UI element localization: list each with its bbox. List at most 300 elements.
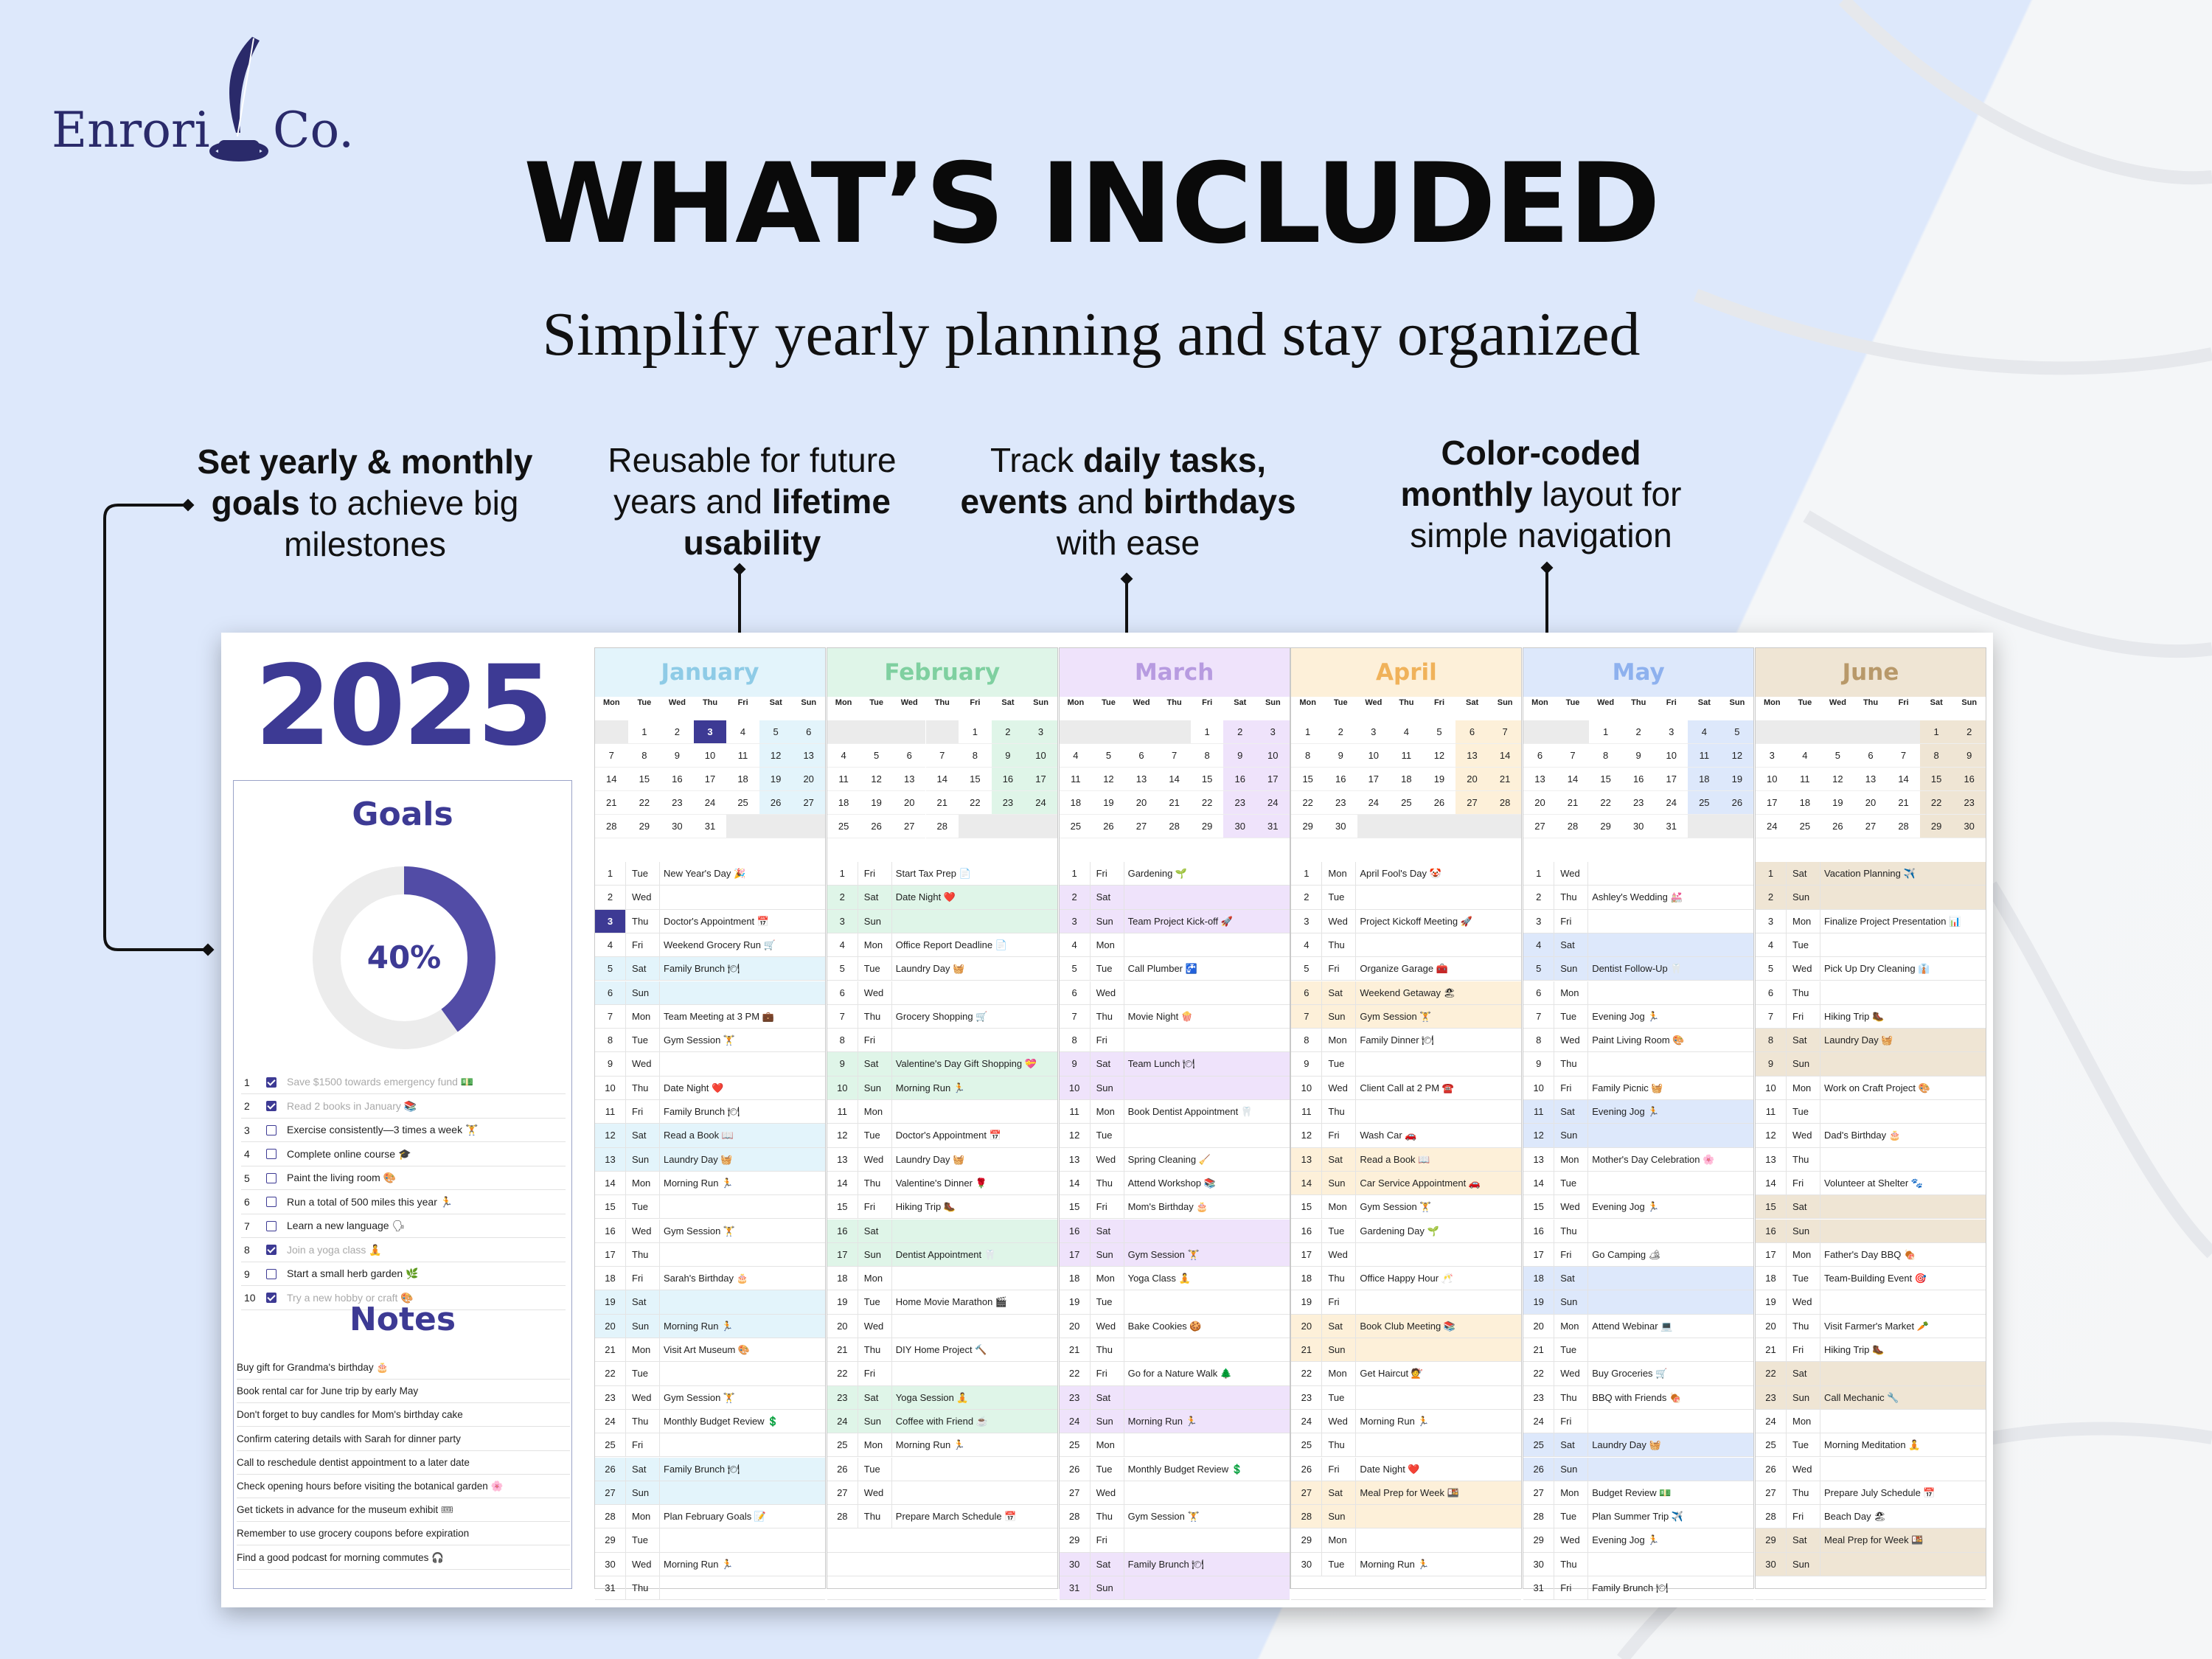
calendar-day[interactable]: 5: [1423, 720, 1456, 744]
day-row[interactable]: [1060, 1267, 1290, 1290]
calendar-day[interactable]: 18: [1060, 791, 1093, 815]
day-row[interactable]: [595, 1362, 825, 1385]
goal-checkbox[interactable]: [266, 1245, 276, 1255]
day-event[interactable]: Client Call at 2 PM ☎️: [1360, 1082, 1454, 1093]
calendar-day[interactable]: 20: [1455, 768, 1489, 791]
day-row[interactable]: [1523, 1148, 1753, 1172]
day-row[interactable]: [1060, 1553, 1290, 1576]
calendar-day[interactable]: 28: [926, 815, 959, 838]
calendar-day[interactable]: 31: [694, 815, 727, 838]
day-row[interactable]: [595, 1386, 825, 1410]
day-event[interactable]: Yoga Class 🧘: [1127, 1273, 1191, 1284]
day-row[interactable]: [1291, 1528, 1521, 1552]
day-row[interactable]: [1060, 1029, 1290, 1052]
calendar-day[interactable]: 1: [1920, 720, 1953, 744]
day-row[interactable]: [827, 1315, 1057, 1338]
calendar-day[interactable]: 10: [1357, 744, 1391, 768]
day-event[interactable]: Paint Living Room 🎨: [1592, 1034, 1685, 1046]
day-row[interactable]: [1060, 910, 1290, 933]
day-row[interactable]: [1523, 957, 1753, 981]
day-event[interactable]: Bake Cookies 🍪: [1127, 1320, 1202, 1332]
calendar-day[interactable]: 7: [1489, 720, 1522, 744]
day-row[interactable]: [595, 1077, 825, 1100]
day-event[interactable]: Valentine's Day Gift Shopping 💝: [895, 1058, 1037, 1070]
day-row[interactable]: [1523, 1267, 1753, 1290]
day-row[interactable]: [1060, 1576, 1290, 1600]
day-event[interactable]: Evening Jog 🏃: [1592, 1534, 1660, 1546]
day-row[interactable]: [1756, 1052, 1986, 1076]
day-row[interactable]: [595, 1029, 825, 1052]
day-event[interactable]: Spring Cleaning 🧹: [1127, 1153, 1211, 1165]
day-event[interactable]: Budget Review 💵: [1592, 1486, 1672, 1498]
calendar-day[interactable]: 17: [1024, 768, 1057, 791]
calendar-day[interactable]: 19: [1092, 791, 1125, 815]
day-row[interactable]: [595, 1528, 825, 1552]
day-row[interactable]: [1756, 1172, 1986, 1195]
day-row[interactable]: [1060, 1195, 1290, 1219]
day-event[interactable]: Book Dentist Appointment 🦷: [1127, 1106, 1253, 1117]
day-event[interactable]: Pick Up Dry Cleaning 👔: [1824, 963, 1930, 975]
calendar-day[interactable]: 11: [827, 768, 860, 791]
calendar-day[interactable]: 27: [893, 815, 926, 838]
day-event[interactable]: Morning Run 🏃: [1360, 1415, 1430, 1427]
day-event[interactable]: Read a Book 📖: [1360, 1153, 1430, 1165]
day-row[interactable]: [1756, 1077, 1986, 1100]
day-row[interactable]: [1523, 1458, 1753, 1481]
day-row[interactable]: [595, 1195, 825, 1219]
day-row[interactable]: [1060, 1052, 1290, 1076]
day-row[interactable]: [1523, 981, 1753, 1005]
day-row[interactable]: [827, 1005, 1057, 1029]
day-row[interactable]: [1291, 1005, 1521, 1029]
calendar-day[interactable]: 5: [1721, 720, 1754, 744]
day-event[interactable]: New Year's Day 🎉: [664, 868, 746, 879]
calendar-day[interactable]: 7: [926, 744, 959, 768]
day-row[interactable]: [1060, 1433, 1290, 1457]
calendar-day[interactable]: 31: [1256, 815, 1290, 838]
calendar-day[interactable]: 9: [1223, 744, 1256, 768]
calendar-day[interactable]: 10: [1256, 744, 1290, 768]
calendar-day[interactable]: 20: [1523, 791, 1557, 815]
day-event[interactable]: Gym Session 🏋: [1360, 1010, 1432, 1022]
day-event[interactable]: Weekend Grocery Run 🛒: [664, 939, 776, 950]
day-event[interactable]: Office Report Deadline 📄: [895, 939, 1007, 950]
day-row[interactable]: [1523, 1290, 1753, 1314]
day-row[interactable]: [827, 1458, 1057, 1481]
day-row[interactable]: [827, 957, 1057, 981]
day-row[interactable]: [595, 1505, 825, 1528]
day-event[interactable]: Laundry Day 🧺: [664, 1153, 733, 1165]
day-event[interactable]: Work on Craft Project 🎨: [1824, 1082, 1930, 1093]
day-row[interactable]: [1756, 1528, 1986, 1552]
calendar-day[interactable]: 27: [1854, 815, 1888, 838]
day-row[interactable]: [1523, 1386, 1753, 1410]
day-row[interactable]: [595, 1553, 825, 1576]
calendar-day[interactable]: 8: [1920, 744, 1953, 768]
day-row[interactable]: [1523, 1553, 1753, 1576]
calendar-day[interactable]: 10: [694, 744, 727, 768]
day-row[interactable]: [1523, 862, 1753, 886]
calendar-day[interactable]: 19: [1821, 791, 1854, 815]
day-event[interactable]: Laundry Day 🧺: [895, 963, 965, 975]
day-row[interactable]: [1291, 981, 1521, 1005]
calendar-day[interactable]: 14: [926, 768, 959, 791]
day-event[interactable]: BBQ with Friends 🍖: [1592, 1391, 1682, 1403]
day-row[interactable]: [1756, 1124, 1986, 1147]
calendar-day[interactable]: 13: [1455, 744, 1489, 768]
calendar-day[interactable]: 16: [661, 768, 694, 791]
calendar-day[interactable]: 21: [1557, 791, 1590, 815]
calendar-day[interactable]: 2: [1223, 720, 1256, 744]
calendar-day[interactable]: 26: [1092, 815, 1125, 838]
day-row[interactable]: [1523, 933, 1753, 957]
calendar-day[interactable]: 19: [860, 791, 893, 815]
calendar-day[interactable]: 12: [759, 744, 793, 768]
day-event[interactable]: Morning Run 🏃: [664, 1177, 734, 1189]
day-row[interactable]: [1291, 1077, 1521, 1100]
day-event[interactable]: Morning Meditation 🧘: [1824, 1439, 1921, 1451]
goal-checkbox[interactable]: [266, 1125, 276, 1135]
day-row[interactable]: [1523, 1124, 1753, 1147]
calendar-day[interactable]: 15: [1291, 768, 1324, 791]
day-row[interactable]: [1756, 1148, 1986, 1172]
calendar-day[interactable]: 6: [1455, 720, 1489, 744]
day-event[interactable]: Ashley's Wedding 💒: [1592, 891, 1683, 903]
day-event[interactable]: Doctor's Appointment 📅: [664, 915, 769, 927]
day-event[interactable]: Get Haircut 💇: [1360, 1368, 1423, 1380]
calendar-day[interactable]: 23: [1622, 791, 1655, 815]
day-row[interactable]: [827, 1148, 1057, 1172]
calendar-day[interactable]: 6: [1523, 744, 1557, 768]
day-row[interactable]: [1291, 957, 1521, 981]
day-row[interactable]: [595, 957, 825, 981]
day-event[interactable]: Family Brunch 🍽: [664, 963, 740, 975]
calendar-day[interactable]: 26: [1423, 791, 1456, 815]
day-event[interactable]: Mom's Birthday 🎂: [1127, 1201, 1208, 1213]
day-row[interactable]: [827, 1338, 1057, 1362]
day-event[interactable]: Finalize Project Presentation 📊: [1824, 915, 1961, 927]
calendar-day[interactable]: 17: [694, 768, 727, 791]
calendar-day[interactable]: 10: [1024, 744, 1057, 768]
day-event[interactable]: Family Picnic 🧺: [1592, 1082, 1663, 1093]
calendar-day[interactable]: 1: [959, 720, 992, 744]
day-event[interactable]: Visit Farmer's Market 🥕: [1824, 1320, 1929, 1332]
calendar-day[interactable]: 29: [628, 815, 661, 838]
day-event[interactable]: Laundry Day 🧺: [895, 1153, 965, 1165]
day-row[interactable]: [595, 1315, 825, 1338]
day-event[interactable]: Family Dinner 🍽: [1360, 1034, 1434, 1046]
calendar-day[interactable]: 6: [1125, 744, 1158, 768]
day-row[interactable]: [1756, 1410, 1986, 1433]
calendar-day[interactable]: 1: [1191, 720, 1224, 744]
day-row[interactable]: [1523, 1172, 1753, 1195]
day-row[interactable]: [1756, 862, 1986, 886]
day-row[interactable]: [1291, 1481, 1521, 1505]
day-row[interactable]: [1756, 1195, 1986, 1219]
day-row[interactable]: [1756, 1386, 1986, 1410]
day-event[interactable]: Family Brunch 🍽: [1592, 1582, 1669, 1593]
day-row[interactable]: [1523, 1220, 1753, 1243]
calendar-day[interactable]: 27: [1523, 815, 1557, 838]
calendar-day[interactable]: 29: [1291, 815, 1324, 838]
day-event[interactable]: Gym Session 🏋: [1360, 1201, 1432, 1213]
day-event[interactable]: Morning Run 🏃: [1127, 1415, 1197, 1427]
day-row[interactable]: [595, 910, 825, 933]
calendar-day[interactable]: 28: [1557, 815, 1590, 838]
day-row[interactable]: [595, 1220, 825, 1243]
calendar-day[interactable]: 14: [1489, 744, 1522, 768]
day-row[interactable]: [827, 1267, 1057, 1290]
day-row[interactable]: [1060, 1220, 1290, 1243]
day-row[interactable]: [827, 1100, 1057, 1124]
day-row[interactable]: [1060, 1290, 1290, 1314]
day-row[interactable]: [1756, 1338, 1986, 1362]
calendar-day[interactable]: 8: [959, 744, 992, 768]
day-event[interactable]: DIY Home Project 🔨: [895, 1344, 987, 1355]
calendar-day[interactable]: 2: [1622, 720, 1655, 744]
calendar-day[interactable]: 17: [1655, 768, 1688, 791]
day-event[interactable]: Monthly Budget Review 💲: [1127, 1463, 1243, 1475]
day-row[interactable]: [1060, 1410, 1290, 1433]
calendar-day[interactable]: 17: [1357, 768, 1391, 791]
day-row[interactable]: [1291, 886, 1521, 909]
day-row[interactable]: [1291, 1029, 1521, 1052]
day-event[interactable]: Date Night ❤️: [664, 1082, 724, 1093]
calendar-day[interactable]: 11: [1390, 744, 1423, 768]
day-row[interactable]: [1523, 1243, 1753, 1267]
day-row[interactable]: [1060, 1338, 1290, 1362]
day-event[interactable]: Wash Car 🚗: [1360, 1130, 1417, 1141]
calendar-day[interactable]: 17: [1756, 791, 1789, 815]
day-row[interactable]: [1060, 1386, 1290, 1410]
day-event[interactable]: Read a Book 📖: [664, 1130, 734, 1141]
day-row[interactable]: [1060, 1148, 1290, 1172]
day-event[interactable]: Evening Jog 🏃: [1592, 1201, 1660, 1213]
calendar-day[interactable]: 20: [893, 791, 926, 815]
day-row[interactable]: [1523, 1433, 1753, 1457]
day-row[interactable]: [1291, 1290, 1521, 1314]
day-row[interactable]: [1060, 1077, 1290, 1100]
calendar-day[interactable]: 11: [1060, 768, 1093, 791]
calendar-day[interactable]: 24: [1756, 815, 1789, 838]
day-row[interactable]: [595, 1148, 825, 1172]
goal-checkbox[interactable]: [266, 1269, 276, 1279]
day-event[interactable]: Hiking Trip 🥾: [1824, 1010, 1885, 1022]
day-row[interactable]: [1756, 1220, 1986, 1243]
calendar-day[interactable]: 11: [1789, 768, 1822, 791]
day-event[interactable]: Team Lunch 🍽: [1127, 1058, 1195, 1070]
day-event[interactable]: Organize Garage 🧰: [1360, 963, 1448, 975]
day-row[interactable]: [1756, 1505, 1986, 1528]
day-row[interactable]: [827, 862, 1057, 886]
calendar-day[interactable]: 9: [1622, 744, 1655, 768]
day-row[interactable]: [827, 1410, 1057, 1433]
day-row[interactable]: [595, 886, 825, 909]
calendar-day[interactable]: 1: [628, 720, 661, 744]
day-row[interactable]: [827, 933, 1057, 957]
day-row[interactable]: [827, 1195, 1057, 1219]
day-event[interactable]: Car Service Appointment 🚗: [1360, 1177, 1481, 1189]
day-row[interactable]: [1523, 1052, 1753, 1076]
day-row[interactable]: [1291, 1100, 1521, 1124]
day-event[interactable]: Project Kickoff Meeting 🚀: [1360, 915, 1472, 927]
day-row[interactable]: [1523, 1362, 1753, 1385]
day-row[interactable]: [595, 1100, 825, 1124]
calendar-day[interactable]: 16: [992, 768, 1025, 791]
calendar-day[interactable]: 19: [1721, 768, 1754, 791]
calendar-day[interactable]: 28: [1489, 791, 1522, 815]
calendar-day[interactable]: 25: [1060, 815, 1093, 838]
calendar-day[interactable]: 4: [1390, 720, 1423, 744]
day-row[interactable]: [827, 1433, 1057, 1457]
calendar-day[interactable]: 26: [1821, 815, 1854, 838]
calendar-day[interactable]: 14: [1887, 768, 1920, 791]
day-row[interactable]: [595, 1433, 825, 1457]
day-event[interactable]: Hiking Trip 🥾: [895, 1201, 956, 1213]
day-row[interactable]: [1291, 1172, 1521, 1195]
day-row[interactable]: [1291, 1195, 1521, 1219]
calendar-day[interactable]: 3: [1756, 744, 1789, 768]
day-row[interactable]: [595, 1124, 825, 1147]
day-event[interactable]: Gardening Day 🌱: [1360, 1225, 1439, 1237]
calendar-day[interactable]: 24: [1024, 791, 1057, 815]
calendar-day[interactable]: 19: [1423, 768, 1456, 791]
day-row[interactable]: [1060, 1005, 1290, 1029]
day-event[interactable]: Meal Prep for Week 🍱: [1360, 1486, 1459, 1498]
day-row[interactable]: [1291, 1315, 1521, 1338]
day-event[interactable]: Plan February Goals 📝: [664, 1511, 767, 1523]
day-row[interactable]: [827, 1362, 1057, 1385]
calendar-day[interactable]: 30: [1952, 815, 1986, 838]
day-event[interactable]: Go for a Nature Walk 🌲: [1127, 1368, 1233, 1380]
calendar-day[interactable]: 5: [1821, 744, 1854, 768]
day-event[interactable]: Team Meeting at 3 PM 💼: [664, 1010, 774, 1022]
day-row[interactable]: [827, 886, 1057, 909]
goal-checkbox[interactable]: [266, 1221, 276, 1231]
day-event[interactable]: Gym Session 🏋: [664, 1391, 736, 1403]
day-event[interactable]: Buy Groceries 🛒: [1592, 1368, 1668, 1380]
day-row[interactable]: [595, 933, 825, 957]
day-event[interactable]: Start Tax Prep 📄: [895, 868, 971, 879]
calendar-day[interactable]: 4: [1688, 720, 1721, 744]
day-row[interactable]: [1291, 1410, 1521, 1433]
day-row[interactable]: [595, 1243, 825, 1267]
day-row[interactable]: [1291, 1338, 1521, 1362]
calendar-day[interactable]: 19: [759, 768, 793, 791]
day-event[interactable]: Home Movie Marathon 🎬: [895, 1296, 1008, 1308]
calendar-day[interactable]: 14: [595, 768, 628, 791]
goal-checkbox[interactable]: [266, 1173, 276, 1183]
day-event[interactable]: Hiking Trip 🥾: [1824, 1344, 1885, 1355]
day-row[interactable]: [1060, 981, 1290, 1005]
day-row[interactable]: [1756, 933, 1986, 957]
calendar-day[interactable]: 18: [827, 791, 860, 815]
day-row[interactable]: [1523, 1005, 1753, 1029]
calendar-day[interactable]: 16: [1324, 768, 1357, 791]
calendar-day[interactable]: 22: [1291, 791, 1324, 815]
calendar-day[interactable]: 29: [1920, 815, 1953, 838]
day-row[interactable]: [1756, 886, 1986, 909]
calendar-day[interactable]: 27: [1125, 815, 1158, 838]
day-event[interactable]: April Fool's Day 🤡: [1360, 868, 1441, 879]
day-row[interactable]: [1523, 1338, 1753, 1362]
day-row[interactable]: [595, 1052, 825, 1076]
calendar-day[interactable]: 3: [1655, 720, 1688, 744]
day-row[interactable]: [827, 981, 1057, 1005]
day-row[interactable]: [1756, 1100, 1986, 1124]
day-event[interactable]: Gym Session 🏋: [1127, 1511, 1200, 1523]
day-event[interactable]: Morning Run 🏃: [664, 1558, 734, 1570]
calendar-day[interactable]: 27: [792, 791, 825, 815]
day-event[interactable]: Morning Run 🏃: [895, 1439, 966, 1451]
day-row[interactable]: [1523, 886, 1753, 909]
day-event[interactable]: Yoga Session 🧘: [895, 1391, 969, 1403]
calendar-day[interactable]: 31: [1655, 815, 1688, 838]
day-row[interactable]: [1291, 1386, 1521, 1410]
calendar-day[interactable]: 12: [1721, 744, 1754, 768]
day-row[interactable]: [827, 1172, 1057, 1195]
day-event[interactable]: Grocery Shopping 🛒: [895, 1010, 988, 1022]
day-event[interactable]: Vacation Planning ✈️: [1824, 868, 1916, 879]
calendar-day[interactable]: 2: [1324, 720, 1357, 744]
day-event[interactable]: Family Brunch 🍽: [664, 1463, 740, 1475]
day-event[interactable]: Book Club Meeting 📚: [1360, 1320, 1456, 1332]
calendar-day[interactable]: 20: [792, 768, 825, 791]
day-event[interactable]: Evening Jog 🏃: [1592, 1106, 1660, 1117]
day-row[interactable]: [1523, 1481, 1753, 1505]
calendar-day[interactable]: 13: [1125, 768, 1158, 791]
day-row[interactable]: [1523, 1315, 1753, 1338]
calendar-day[interactable]: 13: [893, 768, 926, 791]
calendar-day[interactable]: 28: [595, 815, 628, 838]
calendar-day[interactable]: 16: [1622, 768, 1655, 791]
day-row[interactable]: [1756, 1005, 1986, 1029]
calendar-day[interactable]: 30: [1622, 815, 1655, 838]
day-row[interactable]: [1756, 1458, 1986, 1481]
day-row[interactable]: [827, 1220, 1057, 1243]
day-event[interactable]: Prepare July Schedule 📅: [1824, 1486, 1935, 1498]
day-event[interactable]: Attend Webinar 💻: [1592, 1320, 1673, 1332]
calendar-day[interactable]: 20: [1854, 791, 1888, 815]
calendar-day[interactable]: 5: [759, 720, 793, 744]
day-row[interactable]: [595, 1410, 825, 1433]
day-row[interactable]: [595, 1290, 825, 1314]
day-event[interactable]: Gym Session 🏋: [664, 1034, 736, 1046]
calendar-day[interactable]: 26: [1721, 791, 1754, 815]
calendar-day[interactable]: 11: [1688, 744, 1721, 768]
day-row[interactable]: [1756, 957, 1986, 981]
calendar-day[interactable]: 25: [827, 815, 860, 838]
calendar-day[interactable]: 6: [893, 744, 926, 768]
goal-checkbox[interactable]: [266, 1149, 276, 1159]
day-row[interactable]: [1060, 933, 1290, 957]
day-row[interactable]: [1291, 1433, 1521, 1457]
day-row[interactable]: [1060, 1124, 1290, 1147]
calendar-day[interactable]: 23: [1324, 791, 1357, 815]
calendar-day[interactable]: 2: [661, 720, 694, 744]
day-event[interactable]: Weekend Getaway 🏖: [1360, 987, 1456, 998]
calendar-day[interactable]: 22: [959, 791, 992, 815]
calendar-day[interactable]: 8: [1589, 744, 1622, 768]
calendar-day[interactable]: 4: [726, 720, 759, 744]
day-row[interactable]: [827, 1029, 1057, 1052]
day-event[interactable]: Family Brunch 🍽: [664, 1106, 740, 1117]
calendar-day[interactable]: 25: [1789, 815, 1822, 838]
calendar-day[interactable]: 24: [1357, 791, 1391, 815]
day-row[interactable]: [1756, 1267, 1986, 1290]
calendar-day[interactable]: 7: [1887, 744, 1920, 768]
day-event[interactable]: Gym Session 🏋: [664, 1225, 736, 1237]
